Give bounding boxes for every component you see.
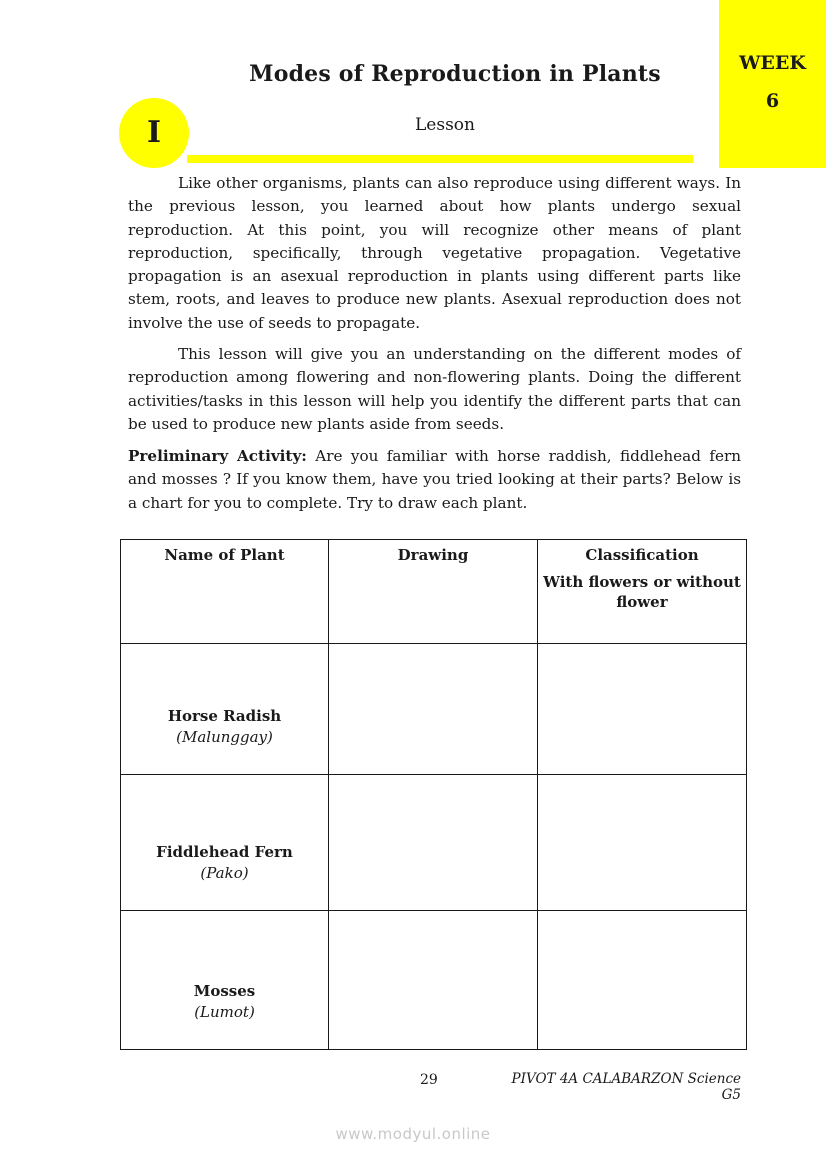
table-header-row xyxy=(121,540,747,644)
table-row xyxy=(121,911,747,1050)
drawing-cell[interactable] xyxy=(329,911,538,1050)
header-classification-title: Classification xyxy=(585,546,699,564)
paragraph-2: This lesson will give you an understanding on the different modes of reproduction among flowering and non-flowering plants. Doing the different activities/tasks in this lesson will help you identify the different parts that can be used to produce new plants aside from seeds. xyxy=(128,345,741,433)
drawing-cell[interactable] xyxy=(329,644,538,775)
section-divider xyxy=(187,155,693,163)
preliminary-text: Are you familiar with horse raddish, fiddlehead fern and mosses ? If you know them, have you tried looking at their parts? Below is a chart for you to complete. Try to draw each plant. xyxy=(128,447,741,512)
plant-local-name: (Malunggay) xyxy=(176,728,273,746)
page-number: 29 xyxy=(420,1072,438,1088)
plant-local-name: (Lumot) xyxy=(194,1003,255,1021)
header-classification-sub: With flowers or without flower xyxy=(543,573,741,611)
plant-name-cell xyxy=(121,775,329,911)
drawing-cell[interactable] xyxy=(329,775,538,911)
page-title: Modes of Reproduction in Plants xyxy=(249,61,661,87)
section-label: Lesson xyxy=(415,115,475,135)
week-label: WEEK xyxy=(739,52,806,74)
preliminary-activity xyxy=(128,445,741,515)
footer-reference: PIVOT 4A CALABARZON Science G5 xyxy=(511,1071,741,1103)
header-classification xyxy=(538,540,747,644)
section-badge: I xyxy=(119,98,189,168)
watermark: www.modyul.online xyxy=(335,1125,491,1143)
table-row xyxy=(121,775,747,911)
preliminary-label: Preliminary Activity: xyxy=(128,447,307,465)
plant-local-name: (Pako) xyxy=(200,864,249,882)
week-number: 6 xyxy=(765,90,780,112)
classification-cell[interactable] xyxy=(538,775,747,911)
paragraph-1: Like other organisms, plants can also reproduce using different ways. In the previous lesson, you learned about how plants undergo sexual reproduction. At this point, you will recognize other means of plant reproduction, specifically, through vegetative propagation. Vegetative propagation is an asexual reproduction in plants using different parts like stem, roots, and leaves to produce new plants. Asexual reproduction does not involve the use of seeds to propagate. xyxy=(128,174,741,332)
plant-chart-table xyxy=(120,539,747,1050)
week-tab xyxy=(719,0,826,168)
plant-name: Horse Radish xyxy=(167,707,282,725)
classification-cell[interactable] xyxy=(538,911,747,1050)
header-drawing: Drawing xyxy=(329,540,538,644)
plant-name: Mosses xyxy=(193,982,256,1000)
preliminary-paragraph xyxy=(128,445,741,515)
classification-cell[interactable] xyxy=(538,644,747,775)
intro-paragraph xyxy=(128,172,741,335)
plant-name: Fiddlehead Fern xyxy=(156,843,293,861)
lesson-paragraph xyxy=(128,343,741,436)
plant-name-cell xyxy=(121,911,329,1050)
table-row xyxy=(121,644,747,775)
plant-name-cell xyxy=(121,644,329,775)
header-name-of-plant: Name of Plant xyxy=(121,540,329,644)
